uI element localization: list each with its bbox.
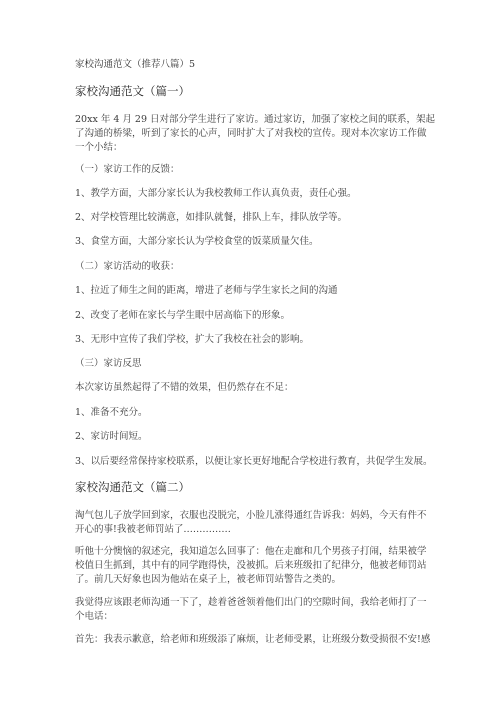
list-item: 3、以后要经常保持家校联系，以便让家长更好地配合学校进行教育，共促学生发展。 xyxy=(75,456,433,467)
paragraph-line: 本次家访虽然起得了不错的效果，但仍然存在不足： xyxy=(75,382,294,393)
paragraph-line: 了沟通的桥梁，听到了家长的心声，同时扩大了对我校的宣传。现对本次家访工作做 xyxy=(75,128,427,139)
list-item: 3、食堂方面，大部分家长认为学校食堂的饭菜质量欠佳。 xyxy=(75,236,319,247)
paragraph-line: 开心的事!我被老师罚站了…………… xyxy=(75,524,231,535)
list-item: 1、教学方面，大部分家长认为我校教师工作认真负责，责任心强。 xyxy=(75,188,357,199)
document-title: 家校沟通范文（推荐八篇）5 xyxy=(75,59,196,70)
paragraph-line: 了。前几天好象也因为他站在桌子上，被老师罚站警告之类的。 xyxy=(75,574,342,585)
paragraph-line: 我觉得应该跟老师沟通一下了，趁着爸爸领着他们出门的空隙时间，我给老师打了一 xyxy=(75,597,427,608)
paragraph-line: 校值日生抓到，其中有的同学跑得快，没被抓。后来班级扣了纪律分，他被老师罚站 xyxy=(75,560,427,571)
paragraph-line: 一个小结： xyxy=(75,142,123,153)
paragraph-line: 20xx 年 4 月 29 日对部分学生进行了家访。通过家访，加强了家校之间的联系，架起 xyxy=(75,114,436,125)
list-item: 2、改变了老师在家长与学生眼中居高临下的形象。 xyxy=(75,310,291,321)
list-item: 1、拉近了师生之间的距离，增进了老师与学生家长之间的沟通 xyxy=(75,285,338,296)
section-heading: 家校沟通范文（篇二） xyxy=(75,480,190,494)
list-item: 1、准备不充分。 xyxy=(75,407,148,418)
list-item: 3、无形中宣传了我们学校，扩大了我校在社会的影响。 xyxy=(75,334,310,345)
list-item: 2、对学校管理比较满意，如排队就餐，排队上车，排队放学等。 xyxy=(75,212,348,223)
subheading: （三）家访反思 xyxy=(75,358,142,369)
paragraph-line: 个电话： xyxy=(75,611,114,622)
list-item: 2、家访时间短。 xyxy=(75,431,148,442)
subheading: （二）家访活动的收获： xyxy=(75,261,180,272)
section-heading: 家校沟通范文（篇一） xyxy=(75,84,190,98)
subheading: （一）家访工作的反馈： xyxy=(75,164,180,175)
paragraph-line: 淘气包儿子放学回到家，衣服也没脱完，小脸儿涨得通红告诉我：妈妈，今天有件不 xyxy=(75,510,427,521)
paragraph-line: 听他十分懊恼的叙述完，我知道怎么回事了：他在走廊和几个男孩子打闹，结果被学 xyxy=(75,546,427,557)
paragraph-line: 首先：我表示歉意，给老师和班级添了麻烦，让老师受累，让班级分数受损很不安!感 xyxy=(75,634,431,645)
